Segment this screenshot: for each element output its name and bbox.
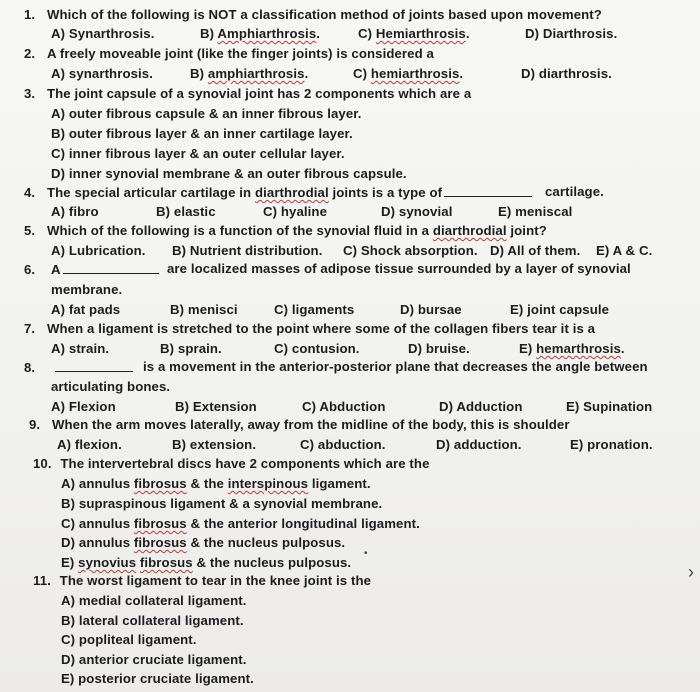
q10-option-d: D) annulus fibrosus & the nucleus pulposus. [61, 535, 346, 550]
question-text: The worst ligament to tear in the knee joint is the [59, 573, 372, 588]
q11-option-d: D) anterior cruciate ligament. [61, 652, 247, 667]
q6-option-d: D) bursae [400, 302, 462, 317]
q8-option-e: E) Supination [566, 399, 653, 414]
q7-option-e: E) hemarthrosis. [519, 341, 625, 356]
question-3 [24, 86, 471, 102]
q8-option-d: D) Adduction [439, 399, 523, 414]
question-number: 1. [24, 7, 36, 22]
q3-option-a: A) outer fibrous capsule & an inner fibrous layer. [51, 106, 362, 121]
question-number: 9. [29, 417, 41, 432]
question-9 [29, 417, 570, 433]
q5-option-e: E) A & C. [596, 243, 653, 258]
q10-option-b: B) supraspinous ligament & a synovial membrane. [61, 496, 383, 511]
question-number: 3. [24, 86, 36, 101]
q4-text-end: cartilage. [545, 184, 604, 199]
q7-option-c: C) contusion. [274, 341, 360, 356]
question-text: Which of the following is NOT a classification method of joints based upon movement? [46, 7, 602, 22]
question-5 [24, 223, 547, 239]
question-text: The intervertebral discs have 2 components which are the [60, 456, 430, 471]
question-number: 8. [24, 360, 36, 375]
q11-option-c: C) popliteal ligament. [61, 632, 197, 647]
answer-blank [444, 184, 532, 197]
question-number: 11. [33, 573, 51, 588]
question-10 [33, 456, 430, 472]
q9-option-b: B) extension. [172, 437, 257, 452]
q4-option-a: A) fibro [51, 204, 99, 219]
q8-option-c: C) Abduction [302, 399, 386, 414]
q6-option-a: A) fat pads [51, 302, 121, 317]
q3-option-b: B) outer fibrous layer & an inner cartilage layer. [51, 126, 353, 141]
q9-option-d: D) adduction. [436, 437, 522, 452]
question-number: 5. [24, 223, 36, 238]
q2-option-c: C) hemiarthrosis. [353, 66, 464, 81]
q5-option-d: D) All of them. [490, 243, 581, 258]
dot-mark-icon: • [364, 548, 368, 559]
q6-option-c: C) ligaments [274, 302, 355, 317]
q4-option-d: D) synovial [381, 204, 453, 219]
question-number: 4. [24, 185, 36, 200]
q9-option-e: E) pronation. [570, 437, 653, 452]
q8-text: is a movement in the anterior-posterior plane that decreases the angle between [143, 359, 648, 374]
q10-option-a: A) annulus fibrosus & the interspinous ligament. [61, 476, 371, 491]
answer-blank [63, 261, 159, 274]
q6-option-b: B) menisci [170, 302, 238, 317]
q9-option-a: A) flexion. [57, 437, 122, 452]
question-7 [24, 321, 595, 337]
q2-option-a: A) synarthrosis. [51, 66, 153, 81]
question-text: When a ligament is stretched to the point where some of the collagen fibers tear it is a [46, 321, 596, 336]
question-text: Which of the following is a function of the synovial fluid in a diarthrodial joint? [46, 223, 547, 238]
q1-option-d: D) Diarthrosis. [525, 26, 618, 41]
q8-option-b: B) Extension [175, 399, 257, 414]
q6-text-cont: membrane. [51, 282, 123, 297]
answer-blank [55, 359, 133, 372]
question-number: 2. [24, 46, 36, 61]
q5-option-a: A) Lubrication. [51, 243, 146, 258]
question-2 [24, 46, 434, 62]
q2-option-b: B) amphiarthrosis. [190, 66, 309, 81]
question-number: 10. [33, 456, 52, 471]
bracket-mark-icon: › [688, 562, 694, 582]
q7-option-d: D) bruise. [408, 341, 470, 356]
question-text: When the arm moves laterally, away from the midline of the body, this is shoulder [51, 417, 570, 432]
q1-option-a: A) Synarthrosis. [51, 26, 155, 41]
q4-option-c: C) hyaline [263, 204, 328, 219]
q11-option-e: E) posterior cruciate ligament. [61, 671, 254, 686]
question-4 [24, 184, 532, 201]
question-text: A freely moveable joint (like the finger joints) is considered a [46, 46, 434, 61]
q7-option-b: B) sprain. [160, 341, 222, 356]
q10-option-e: E) synovius fibrosus & the nucleus pulposus. [61, 555, 352, 570]
question-text: The joint capsule of a synovial joint has 2 components which are a [46, 86, 472, 101]
question-number: 6. [24, 262, 36, 277]
q6-text: are localized masses of adipose tissue surrounded by a layer of synovial [167, 261, 631, 276]
q3-option-d: D) inner synovial membrane & an outer fibrous capsule. [51, 166, 407, 181]
question-11 [33, 573, 371, 589]
q6-option-e: E) joint capsule [510, 302, 610, 317]
q9-option-c: C) abduction. [300, 437, 386, 452]
q10-option-c: C) annulus fibrosus & the anterior longitudinal ligament. [61, 516, 420, 531]
q1-option-c: C) Hemiarthrosis. [358, 26, 470, 41]
q5-option-c: C) Shock absorption. [343, 243, 478, 258]
q8-text-cont: articulating bones. [51, 379, 171, 394]
q1-option-b: B) Amphiarthrosis. [200, 26, 321, 41]
q4-option-e: E) meniscal [498, 204, 573, 219]
q8-option-a: A) Flexion [51, 399, 116, 414]
question-number: 7. [24, 321, 36, 336]
q11-option-a: A) medial collateral ligament. [61, 593, 247, 608]
q4-option-b: B) elastic [156, 204, 216, 219]
question-6: 6. A [24, 261, 159, 278]
q11-option-b: B) lateral collateral ligament. [61, 613, 244, 628]
q7-option-a: A) strain. [51, 341, 110, 356]
question-1 [24, 7, 602, 23]
question-text: The special articular cartilage in diarthrodial joints is a type of [46, 185, 443, 200]
q3-option-c: C) inner fibrous layer & an outer cellular layer. [51, 146, 345, 161]
question-8 [24, 359, 133, 376]
q5-option-b: B) Nutrient distribution. [172, 243, 323, 258]
q2-option-d: D) diarthrosis. [521, 66, 612, 81]
